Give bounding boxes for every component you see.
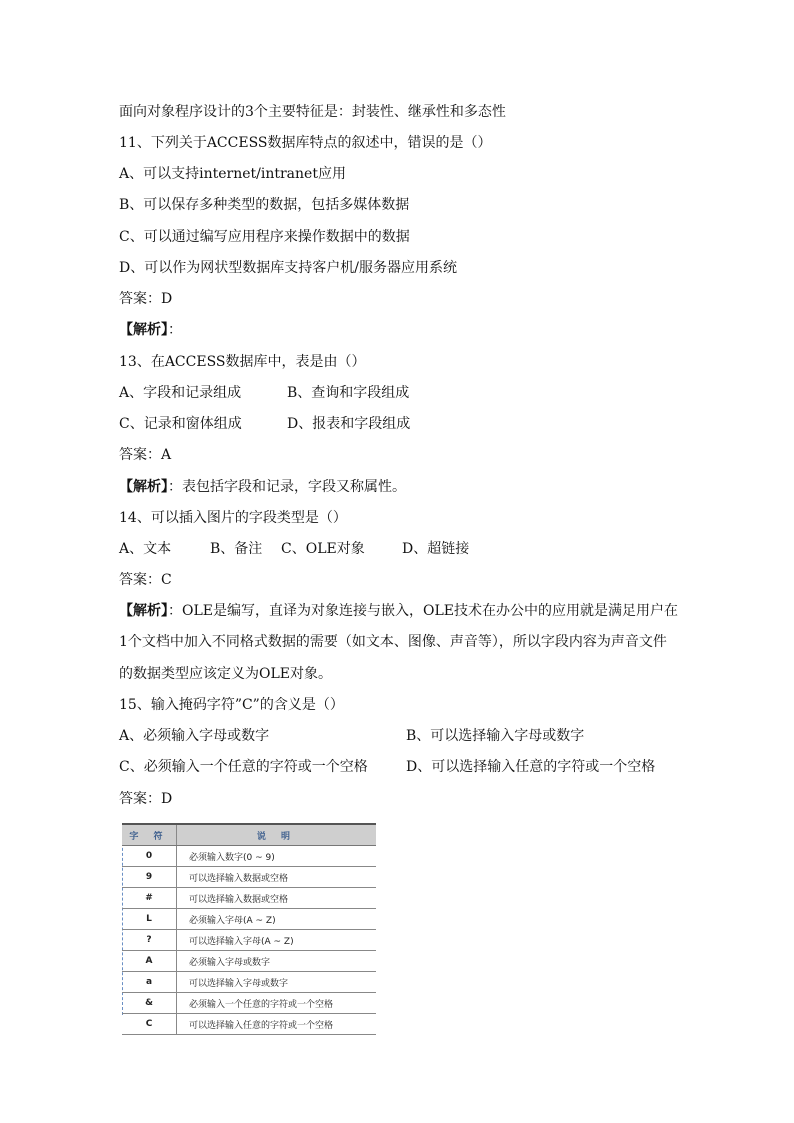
- q11-option-a: A、可以支持internet/intranet应用: [119, 166, 346, 182]
- q13-option-c: C、记录和窗体组成: [119, 416, 242, 432]
- mask-char: 9: [122, 867, 177, 888]
- table-row: [122, 909, 376, 930]
- q14-option-c: C、OLE对象: [281, 541, 365, 557]
- q15-option-d: D、可以选择输入任意的字符或一个空格: [406, 759, 656, 775]
- header-char: 字 符: [122, 824, 177, 846]
- table-row: [122, 993, 376, 1014]
- mask-desc: 必须输入字母或数字: [177, 951, 377, 972]
- analysis-text: ：: [168, 322, 182, 338]
- q14-option-b: B、备注: [210, 541, 263, 557]
- q14-analysis-line3: 的数据类型应该定义为OLE对象。: [119, 666, 332, 682]
- mask-desc: 必须输入一个任意的字符或一个空格: [177, 993, 377, 1014]
- mask-desc: 可以选择输入字母或数字: [177, 972, 377, 993]
- analysis-label: 【解析】: [119, 322, 168, 338]
- question-14: 14、可以插入图片的字段类型是（）: [119, 510, 347, 526]
- analysis-label: 【解析】: [119, 603, 168, 619]
- mask-desc: 可以选择输入数据或空格: [177, 867, 377, 888]
- mask-desc: 必须输入数字(0 ~ 9): [177, 846, 377, 867]
- table-header-row: [122, 824, 376, 846]
- q15-answer: 答案：D: [119, 791, 173, 807]
- mask-desc: 必须输入字母(A ~ Z): [177, 909, 377, 930]
- q13-option-a: A、字段和记录组成: [119, 385, 242, 401]
- q14-option-d: D、超链接: [402, 541, 470, 557]
- mask-desc: 可以选择输入字母(A ~ Z): [177, 930, 377, 951]
- q15-option-b: B、可以选择输入字母或数字: [406, 728, 585, 744]
- table-row: [122, 972, 376, 993]
- table-row: [122, 888, 376, 909]
- q11-option-d: D、可以作为网状型数据库支持客户机/服务器应用系统: [119, 260, 457, 276]
- q15-option-a: A、必须输入字母或数字: [119, 728, 270, 744]
- mask-char: A: [122, 951, 177, 972]
- analysis-text: ：表包括字段和记录，字段又称属性。: [168, 479, 406, 495]
- input-mask-table: [122, 823, 376, 1035]
- analysis-text: ：OLE是编写，直译为对象连接与嵌入，OLE技术在办公中的应用就是满足用户在: [168, 603, 678, 619]
- table-row: [122, 867, 376, 888]
- q13-option-b: B、查询和字段组成: [287, 385, 410, 401]
- mask-desc: 可以选择输入任意的字符或一个空格: [177, 1014, 377, 1035]
- question-15: 15、输入掩码字符”C”的含义是（）: [119, 697, 344, 713]
- q13-answer: 答案：A: [119, 447, 172, 463]
- mask-char: #: [122, 888, 177, 909]
- analysis-label: 【解析】: [119, 479, 168, 495]
- intro-line: 面向对象程序设计的3个主要特征是：封装性、继承性和多态性: [119, 104, 506, 120]
- mask-desc: 可以选择输入数据或空格: [177, 888, 377, 909]
- mask-char: C: [122, 1014, 177, 1035]
- mask-char: ?: [122, 930, 177, 951]
- q14-analysis: [119, 602, 678, 620]
- q13-option-d: D、报表和字段组成: [287, 416, 411, 432]
- q13-analysis: [119, 478, 406, 496]
- question-13: 13、在ACCESS数据库中，表是由（）: [119, 354, 366, 370]
- mask-char: &: [122, 993, 177, 1014]
- table-row: [122, 846, 376, 867]
- mask-char: a: [122, 972, 177, 993]
- q14-option-a: A、文本: [119, 541, 172, 557]
- mask-char: L: [122, 909, 177, 930]
- q11-analysis: [119, 321, 182, 339]
- table-row: [122, 930, 376, 951]
- q14-analysis-line2: 1个文档中加入不同格式数据的需要（如文本、图像、声音等），所以字段内容为声音文件: [119, 634, 667, 650]
- q14-answer: 答案：C: [119, 572, 172, 588]
- mask-char: 0: [122, 846, 177, 867]
- question-11: 11、下列关于ACCESS数据库特点的叙述中，错误的是（）: [119, 135, 492, 151]
- q11-option-b: B、可以保存多种类型的数据，包括多媒体数据: [119, 197, 410, 213]
- q11-option-c: C、可以通过编写应用程序来操作数据中的数据: [119, 229, 410, 245]
- table-row: [122, 1014, 376, 1035]
- q11-answer: 答案：D: [119, 291, 173, 307]
- header-desc: 说 明: [177, 824, 377, 846]
- q15-option-c: C、必须输入一个任意的字符或一个空格: [119, 759, 368, 775]
- table-row: [122, 951, 376, 972]
